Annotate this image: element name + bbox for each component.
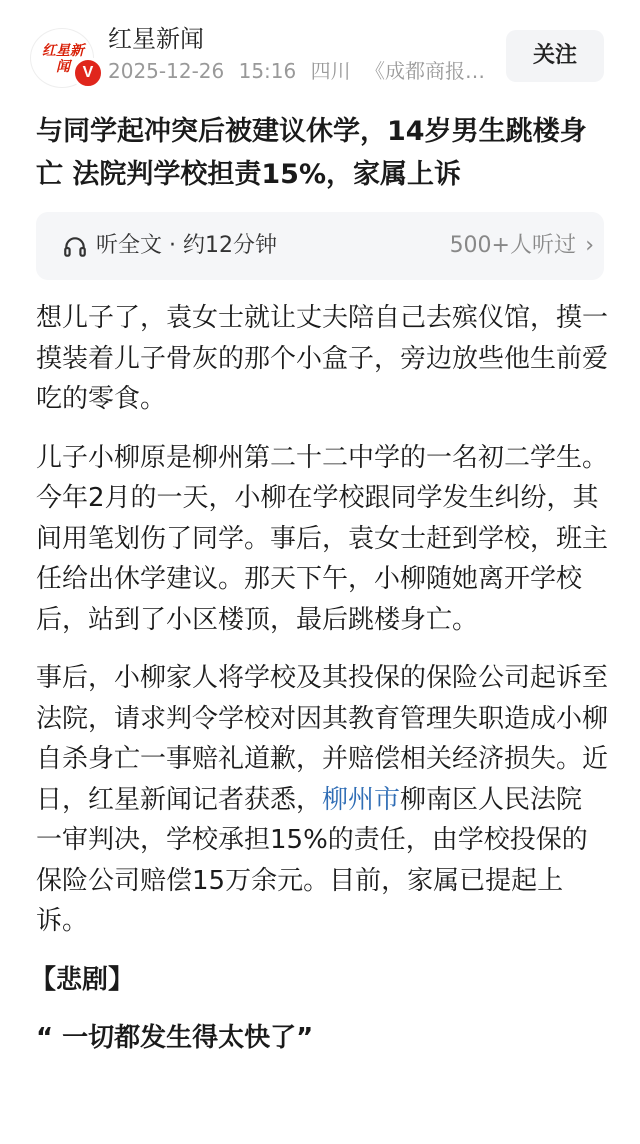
logo-text: 红星新闻 xyxy=(42,43,84,75)
listen-count: 500+人听过 xyxy=(449,233,576,258)
article-body xyxy=(30,298,609,1058)
publish-origin: 《成都商报… xyxy=(364,59,485,83)
location-link[interactable]: 柳州市 xyxy=(322,784,401,815)
paragraph-text: 柳南区人民法院一审判决，学校承担15%的责任，由学校投保的保险公司赔偿15万余元。目前，家属已提起上诉。 xyxy=(36,784,588,936)
publish-meta xyxy=(108,58,498,84)
publish-location: 四川 xyxy=(310,59,351,83)
paragraph-text: 事后，小柳家人将学校及其投保的保险公司起诉至法院，请求判令学校对因其教育管理失职造成小柳自杀身亡一事赔礼道歉，并赔偿相关经济损失。近日，红星新闻记者获悉， xyxy=(36,663,609,815)
quote-heading: “ 一切都发生得太快了” xyxy=(36,1022,314,1053)
source-name[interactable]: 红星新闻 xyxy=(108,25,204,53)
article-paragraph xyxy=(36,658,608,942)
listen-full-text-bar[interactable] xyxy=(36,212,604,280)
article-paragraph: 儿子小柳原是柳州第二十二中学的一名初二学生。今年2月的一天，小柳在学校跟同学发生纠纷，其间用笔划伤了同学。事后，袁女士赶到学校，班主任给出休学建议。那天下午，小柳随她离开学校后，站到了小区楼顶，最后跳楼身亡。 xyxy=(36,442,609,635)
publish-time: 15:16 xyxy=(238,59,297,83)
chevron-right-icon: › xyxy=(585,233,594,258)
article-title: 与同学起冲突后被建议休学，14岁男生跳楼身亡 法院判学校担责15%，家属上诉 xyxy=(36,116,587,190)
verified-badge-icon: V xyxy=(72,57,104,89)
headphones-icon xyxy=(62,234,88,260)
article-paragraph: 想儿子了，袁女士就让丈夫陪自己去殡仪馆，摸一摸装着儿子骨灰的那个小盒子，旁边放些他生前爱吃的零食。 xyxy=(36,303,609,414)
follow-button[interactable]: 关注 xyxy=(506,30,604,82)
publish-date: 2025-12-26 xyxy=(108,59,225,83)
section-heading: 【悲剧】 xyxy=(30,964,135,995)
listen-label: 听全文 · 约12分钟 xyxy=(96,233,277,258)
article-header xyxy=(0,0,640,96)
